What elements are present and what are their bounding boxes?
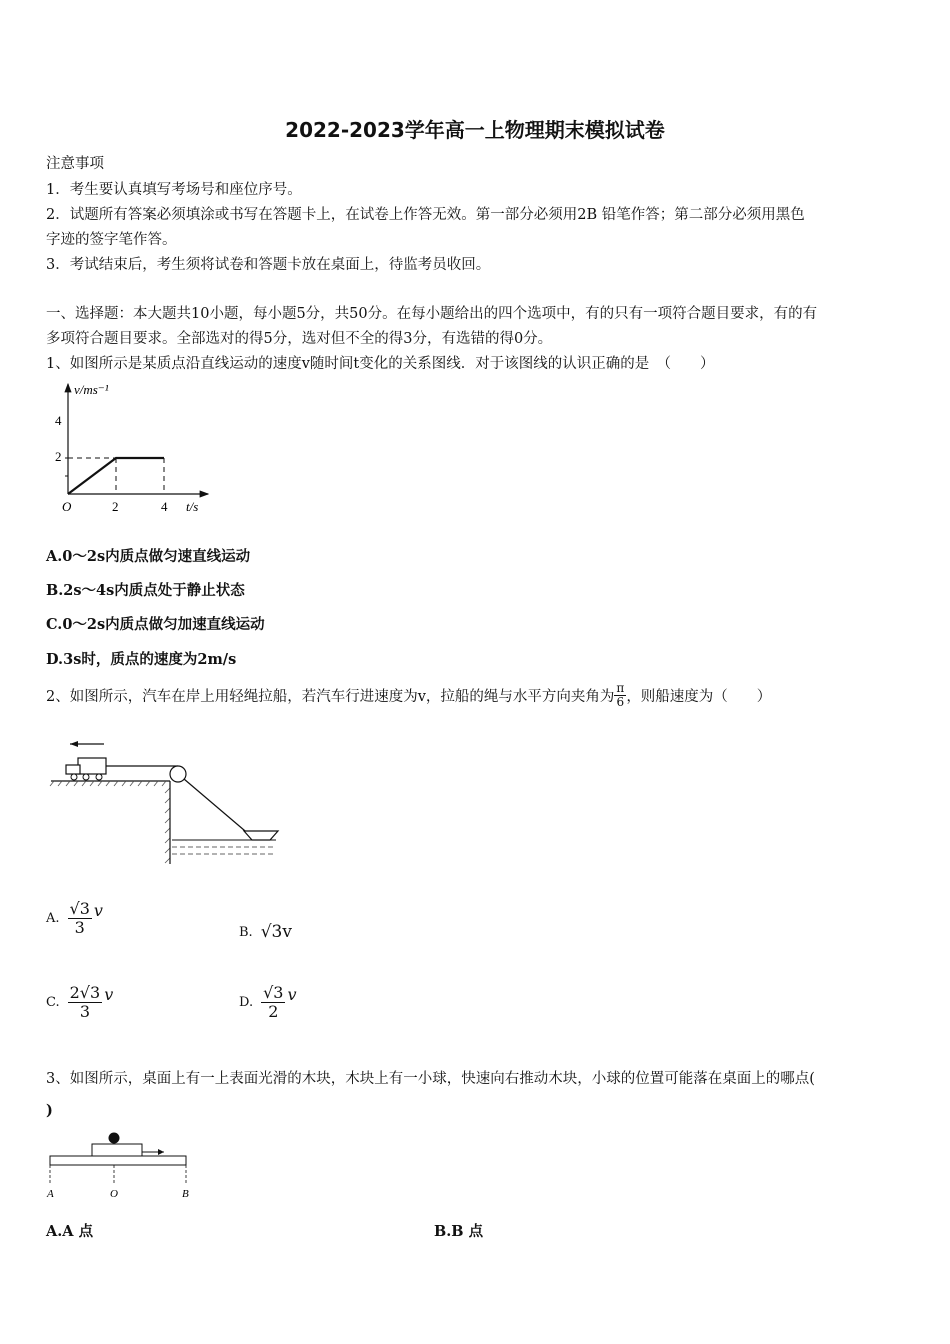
bank-hatching — [50, 781, 170, 863]
y-axis-label: v/ms⁻¹ — [74, 382, 109, 397]
q2-stem-b: ，则船速度为（ ） — [626, 689, 772, 706]
ball — [109, 1133, 120, 1144]
fraction-numerator: 2√3 — [69, 983, 101, 1002]
fraction — [261, 984, 285, 1020]
x-axis-label: t/s — [186, 499, 199, 514]
fraction-denominator: 3 — [74, 917, 85, 937]
arrow-head-icon — [158, 1149, 164, 1155]
x-tick-label: 2 — [112, 499, 119, 514]
q1-option-b: B.2s～4s内质点处于静止状态 — [46, 582, 245, 599]
variable: v — [287, 984, 297, 1004]
option-label: C. — [46, 994, 60, 1010]
option-label: A. — [46, 910, 60, 926]
notice-item: 2．试题所有答案必须填涂或书写在答题卡上，在试卷上作答无效。第一部分必须用2B 铅笔作答；第二部分必须用黑色 — [46, 207, 805, 223]
section-heading: 一、选择题：本大题共10小题，每小题5分，共50分。在每小题给出的四个选项中，有的只有一项符合题目要求，有的有 — [46, 306, 818, 322]
q1-vt-graph — [46, 378, 216, 518]
y-tick-label: 2 — [55, 449, 62, 464]
x-tick-label: 4 — [161, 499, 168, 514]
car-wheel — [96, 774, 102, 780]
fraction — [68, 900, 92, 936]
origin-label: O — [62, 499, 72, 514]
q1-option-a: A.0～2s内质点做匀速直线运动 — [46, 548, 251, 565]
q2-option-d — [239, 984, 297, 1020]
q2-option-c — [46, 984, 113, 1020]
pulley — [170, 766, 186, 782]
notice-item: 1．考生要认真填写考场号和座位序号。 — [46, 182, 302, 198]
rope-slant — [184, 779, 251, 836]
fraction-denominator: 6 — [616, 695, 625, 710]
variable: v — [104, 984, 114, 1004]
fraction-numerator: π — [616, 681, 625, 695]
q3-stem-cont: ) — [46, 1102, 53, 1119]
car-cab — [66, 765, 80, 774]
q2-stem-a: 2、如图所示，汽车在岸上用轻绳拉船，若汽车行进速度为v，拉船的绳与水平方向夹角为 — [46, 689, 615, 706]
fraction-numerator: √3 — [263, 983, 284, 1002]
notice-item: 字迹的签字笔作答。 — [46, 232, 177, 248]
q2-stem — [46, 682, 771, 709]
point-label-a: A — [47, 1188, 54, 1200]
option-value: √3v — [260, 922, 292, 942]
notice-item: 3．考试结束后，考生须将试卷和答题卡放在桌面上，待监考员收回。 — [46, 257, 491, 273]
q2-car-boat-diagram — [46, 736, 286, 868]
table-top — [50, 1156, 186, 1165]
car-wheel — [71, 774, 77, 780]
q3-option-b: B.B 点 — [434, 1223, 484, 1240]
fraction-denominator: 2 — [268, 1001, 279, 1021]
y-tick-label: 4 — [55, 413, 62, 428]
point-label-o: O — [110, 1188, 118, 1200]
q1-option-c: C.0～2s内质点做匀加速直线运动 — [46, 616, 265, 633]
q2-option-b — [239, 922, 292, 942]
point-label-b: B — [182, 1188, 189, 1200]
arrow-head-icon — [70, 741, 78, 747]
boat — [244, 831, 278, 840]
section-heading-cont: 多项符合题目要求。全部选对的得5分，选对但不全的得3分，有选错的得0分。 — [46, 331, 553, 347]
fraction — [68, 984, 103, 1020]
variable: v — [93, 900, 103, 920]
car-wheel — [83, 774, 89, 780]
fraction-numerator: √3 — [69, 899, 90, 918]
notice-heading: 注意事项 — [46, 156, 104, 172]
q3-stem: 3、如图所示，桌面上有一上表面光滑的木块，木块上有一小球，快速向右推动木块，小球的位置可能落在桌面上的哪点( — [46, 1071, 815, 1087]
wooden-block — [92, 1144, 142, 1156]
q3-block-diagram — [46, 1128, 206, 1206]
q1-stem: 1、如图所示是某质点沿直线运动的速度v随时间t变化的关系图线．对于该图线的认识正确的是 （ ） — [46, 356, 715, 372]
option-label: D. — [239, 994, 254, 1010]
option-label: B. — [239, 924, 253, 940]
fraction-denominator: 3 — [79, 1001, 90, 1021]
q1-option-d: D.3s时，质点的速度为2m/s — [46, 651, 237, 668]
page-title: 2022-2023学年高一上物理期末模拟试卷 — [285, 118, 665, 142]
q2-angle-fraction — [614, 682, 626, 709]
q3-option-a: A.A 点 — [46, 1223, 94, 1240]
car-body — [78, 758, 106, 774]
q2-option-a — [46, 900, 103, 936]
